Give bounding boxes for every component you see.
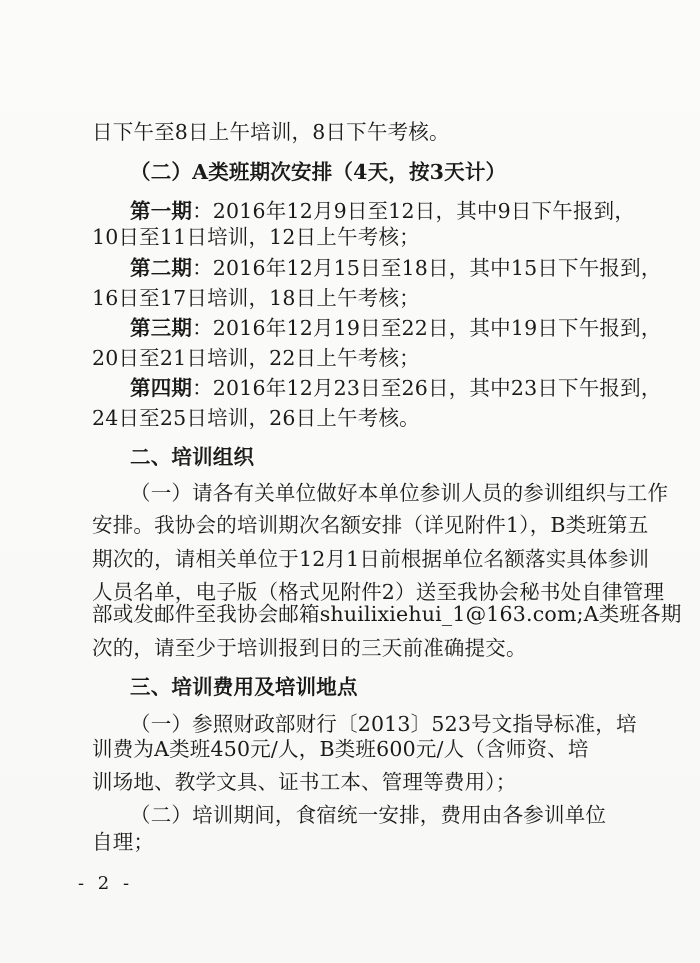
text-line: 部或发邮件至我协会邮箱shuilixiehui_1@163.com;A类班各期 [92,602,682,626]
text-line: 期次的，请相关单位于12月1日前根据单位名额落实具体参训 [92,547,650,571]
period-line [130,316,662,340]
period-text: ：2016年12月23日至26日，其中23日下午报到， [192,376,662,400]
period-line [130,376,662,400]
period-label: 第四期 [130,376,193,400]
text-line: 自理； [92,830,155,854]
text-line: 24日至25日培训，26日上午考核。 [92,406,420,430]
text-line: 20日至21日培训，22日上午考核； [92,346,420,370]
text-line: （一）参照财政部财行〔2013〕523号文指导标准，培 [130,712,637,736]
text-line: 训费为A类班450元/人，B类班600元/人（含师资、培 [92,737,589,761]
section-heading: 二、培训组织 [130,445,255,469]
text-line: 16日至17日培训，18日上午考核； [92,286,420,310]
text-line: 次的，请至少于培训报到日的三天前准确提交。 [92,636,527,660]
text-line: （二）培训期间，食宿统一安排，费用由各参训单位 [130,803,607,827]
period-label: 第三期 [130,316,193,340]
text-line: （一）请各有关单位做好本单位参训人员的参训组织与工作 [130,481,669,505]
text-line: 10日至11日培训，12日上午考核； [92,225,420,249]
period-text: ：2016年12月15日至18日，其中15日下午报到， [192,256,662,280]
text-line: 人员名单，电子版（格式见附件2）送至我协会秘书处自律管理 [92,580,665,604]
section-heading: （二）A类班期次安排（4天，按3天计） [130,160,507,184]
text-line: 安排。我协会的培训期次名额安排（详见附件1），B类班第五 [92,513,649,537]
text-line: 日下午至8日上午培训，8日下午考核。 [92,120,450,144]
period-text: ：2016年12月19日至22日，其中19日下午报到， [192,316,662,340]
text-line: 训场地、教学文具、证书工本、管理等费用）； [92,770,517,794]
period-label: 第二期 [130,256,193,280]
period-label: 第一期 [130,199,193,223]
period-text: ：2016年12月9日至12日，其中9日下午报到， [192,199,636,223]
section-heading: 三、培训费用及培训地点 [130,675,358,699]
period-line [130,199,636,223]
period-line [130,256,662,280]
page-number: - 2 - [78,873,134,894]
